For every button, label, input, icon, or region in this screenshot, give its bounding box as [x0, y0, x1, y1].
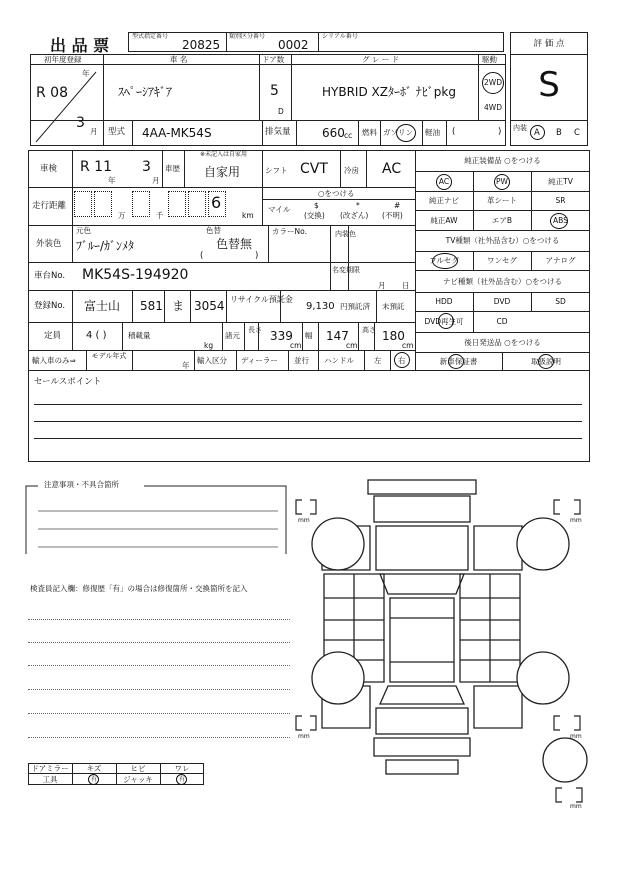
later-warranty: 新車保証書	[439, 357, 478, 366]
legend-break: ワレ	[174, 764, 190, 773]
tv-analog: アナログ	[545, 256, 576, 265]
repaint-label: 色替	[206, 226, 221, 235]
notes-title: 注意事項・不具合箇所	[44, 480, 119, 489]
doors-value: 5	[270, 83, 279, 99]
equip-leather: 革シート	[487, 196, 517, 205]
door-suffix: D	[278, 107, 284, 116]
mileage-man: 万	[118, 211, 126, 220]
equip-navi: 純正ナビ	[429, 196, 459, 205]
ac-value: AC	[382, 161, 402, 177]
navi-dvd-play: DVD再生可	[424, 317, 464, 326]
interior-b: B	[556, 128, 562, 138]
equip-sr: SR	[555, 196, 566, 205]
equip-abs: ABS	[553, 216, 568, 225]
mileage-tamper: (改ざん)	[340, 211, 369, 220]
mileage-label: 走行距離	[32, 201, 67, 211]
shaken-year-unit: 年	[108, 176, 116, 185]
displacement-label: 排気量	[265, 127, 291, 137]
mileage-exchange: (交換)	[304, 211, 325, 220]
import-class-label: 輸入区分	[197, 356, 227, 365]
tv-fullseg: フルセグ	[429, 256, 459, 265]
plate-number: 3054	[194, 299, 225, 313]
shaken-month-unit: 月	[152, 176, 160, 185]
capacity-label: 定員	[44, 331, 62, 341]
plate-region: 富士山	[84, 299, 121, 313]
fuel-paren-close: )	[498, 127, 502, 137]
plate-label: 登録No.	[34, 301, 66, 311]
sales-points-label: セールスポイント	[34, 377, 102, 387]
color-label: 外装色	[36, 239, 62, 249]
month-unit: 月	[90, 127, 98, 136]
tools-label: 工具	[42, 775, 58, 784]
name-change-day: 日	[402, 281, 410, 290]
height-label: 高さ	[362, 326, 376, 334]
dims-label: 諸元	[225, 331, 240, 340]
equip-ac: AC	[438, 177, 450, 186]
mileage-sen: 千	[156, 211, 164, 220]
drive-label: 駆動	[482, 55, 497, 64]
length-value: 339	[270, 329, 293, 343]
shift-value: CVT	[300, 161, 328, 177]
page-title: 出 品 票	[50, 36, 110, 55]
handle-right: 右	[398, 356, 406, 365]
height-value: 180	[382, 329, 405, 343]
navi-cd: CD	[496, 317, 508, 326]
jack-label: ジャッキ	[123, 775, 153, 784]
spare-tire-mm: mm	[570, 803, 582, 810]
plate-kana: ま	[172, 299, 185, 313]
first-registration-month: 3	[76, 115, 85, 131]
legend-crack: ヒビ	[130, 764, 146, 773]
equip-aw: 純正AW	[430, 216, 458, 225]
fuel-label: 燃料	[362, 128, 377, 137]
shaken-month: 3	[142, 159, 151, 175]
mileage-exchange-symbol: $	[314, 201, 319, 210]
inspector-note: 検査員記入欄：修復歴「有」の場合は修復箇所・交換箇所を記入	[30, 584, 248, 593]
width-label: 幅	[305, 331, 313, 340]
mileage-tamper-symbol: *	[356, 201, 360, 210]
fuel-paren-open: (	[452, 127, 456, 137]
import-parallel: 並行	[294, 356, 309, 365]
recycle-label: リサイクル預託金	[230, 295, 293, 304]
drive-2wd: 2WD	[484, 78, 502, 87]
car-name-label: 車 名	[170, 55, 188, 64]
fuel-gasoline: ガソリン	[383, 128, 413, 137]
interior-a: A	[534, 128, 540, 138]
tire-rl-mm: mm	[298, 733, 310, 740]
handle-left: 左	[374, 356, 382, 365]
equip-airbag: エアB	[491, 216, 513, 225]
name-change-month: 月	[378, 281, 386, 290]
mileage-mile: マイル	[268, 205, 291, 214]
tire-fl-mm: mm	[298, 517, 310, 524]
repaint-paren-open: (	[200, 251, 204, 261]
jack-yes: 有	[178, 776, 185, 783]
fuel-gasoline-circle	[396, 124, 416, 142]
usage-note: ※未記入は自家用	[200, 151, 248, 158]
length-unit: cm	[290, 341, 302, 350]
tv-title: TV種類（社外品含む）○をつける	[445, 236, 560, 245]
navi-sd: SD	[555, 297, 566, 306]
later-title: 後日発送品 ○をつける	[464, 338, 541, 347]
color-no-label: カラーNo.	[272, 227, 307, 236]
recycle-amount: 9,130	[306, 301, 335, 312]
tire-fr-mm: mm	[570, 517, 582, 524]
equip-pw: PW	[496, 177, 508, 186]
mileage-value: 6	[211, 193, 222, 212]
load-label: 積載量	[128, 331, 151, 340]
doors-label: ドア数	[262, 55, 285, 64]
first-registration-label: 初年度登録	[44, 55, 82, 64]
model-designation-label: 型式指定番号	[132, 33, 169, 40]
grade-value: HYBRID XZﾀｰﾎﾞ ﾅﾋﾞpkg	[322, 85, 456, 99]
model-designation-number: 20825	[182, 38, 221, 52]
grade-label: グ レ ー ド	[362, 55, 400, 64]
orig-color-value: ﾌﾞﾙｰ/ｶﾞﾝﾒﾀ	[76, 239, 135, 253]
usage-label: 車歴	[165, 164, 180, 173]
interior-label: 内装	[513, 124, 527, 132]
recycle-unit: 円預託済	[340, 302, 370, 311]
tools-yes: 有	[90, 776, 97, 783]
shaken-year: R 11	[80, 159, 112, 175]
navi-dvd: DVD	[493, 297, 511, 306]
notes-bracket	[24, 484, 294, 564]
model-value: 4AA-MK54S	[142, 126, 212, 140]
later-manual: 取扱説明	[531, 357, 561, 366]
rating-label: 評 価 点	[533, 39, 565, 49]
length-label: 長さ	[248, 326, 262, 334]
navi-hdd: HDD	[435, 297, 453, 306]
orig-color-label: 元色	[76, 226, 91, 235]
rating-value: S	[538, 65, 560, 105]
equip-tv: 純正TV	[548, 177, 573, 186]
mileage-unknown: (不明)	[382, 211, 403, 220]
repaint-value: 色替無	[216, 237, 253, 251]
repaint-paren-close: )	[255, 251, 259, 261]
year-unit: 年	[82, 69, 90, 78]
drive-4wd: 4WD	[484, 103, 502, 112]
tire-rr-mm: mm	[570, 733, 582, 740]
fuel-diesel: 軽油	[425, 128, 440, 137]
model-label: 型式	[108, 127, 126, 137]
equipment-title: 純正装備品 ○をつける	[464, 156, 541, 165]
model-year-label: モデル年式	[91, 352, 127, 360]
model-year-unit: 年	[182, 361, 190, 370]
handle-label: ハンドル	[324, 356, 354, 365]
import-dealer: ディーラー	[241, 356, 278, 365]
displacement-value: 660	[322, 126, 345, 140]
mileage-km: km	[242, 211, 254, 220]
usage-value: 自家用	[204, 165, 241, 179]
ac-label: 冷房	[344, 166, 359, 175]
tv-oneseg: ワンセグ	[487, 256, 517, 265]
legend-scratch: キズ	[86, 764, 102, 773]
capacity-value: 4 ( )	[86, 330, 107, 341]
not-deposited: 未預託	[382, 302, 405, 311]
load-kg: kg	[204, 341, 214, 350]
shift-label: シフト	[265, 166, 288, 175]
vin-value: MK54S-194920	[82, 267, 189, 283]
import-label: 輸入車のみ⇒	[32, 356, 76, 365]
height-unit: cm	[402, 341, 414, 350]
shaken-label: 車検	[40, 164, 58, 174]
category-label: 類別区分番号	[229, 33, 266, 40]
mileage-note: ○をつける	[318, 189, 355, 198]
interior-color-label: 内装色	[335, 230, 356, 238]
legend-door-mirror: ドアミラー	[31, 764, 69, 773]
width-unit: cm	[346, 341, 358, 350]
first-registration-year: R 08	[36, 85, 68, 101]
cc-unit: cc	[344, 131, 353, 140]
navi-title: ナビ種類（社外品含む）○をつける	[442, 277, 563, 286]
serial-label: シリアル番号	[322, 33, 358, 40]
interior-c: C	[574, 128, 580, 138]
mileage-unknown-symbol: #	[394, 201, 401, 210]
car-name-value: ｽﾍﾟｰｼｱｷﾞｱ	[118, 85, 173, 99]
category-number: 0002	[278, 38, 309, 52]
name-change-label: 名変期限	[332, 266, 360, 274]
vin-label: 車台No.	[34, 271, 66, 281]
plate-class-number: 581	[140, 299, 163, 313]
width-value: 147	[326, 329, 349, 343]
